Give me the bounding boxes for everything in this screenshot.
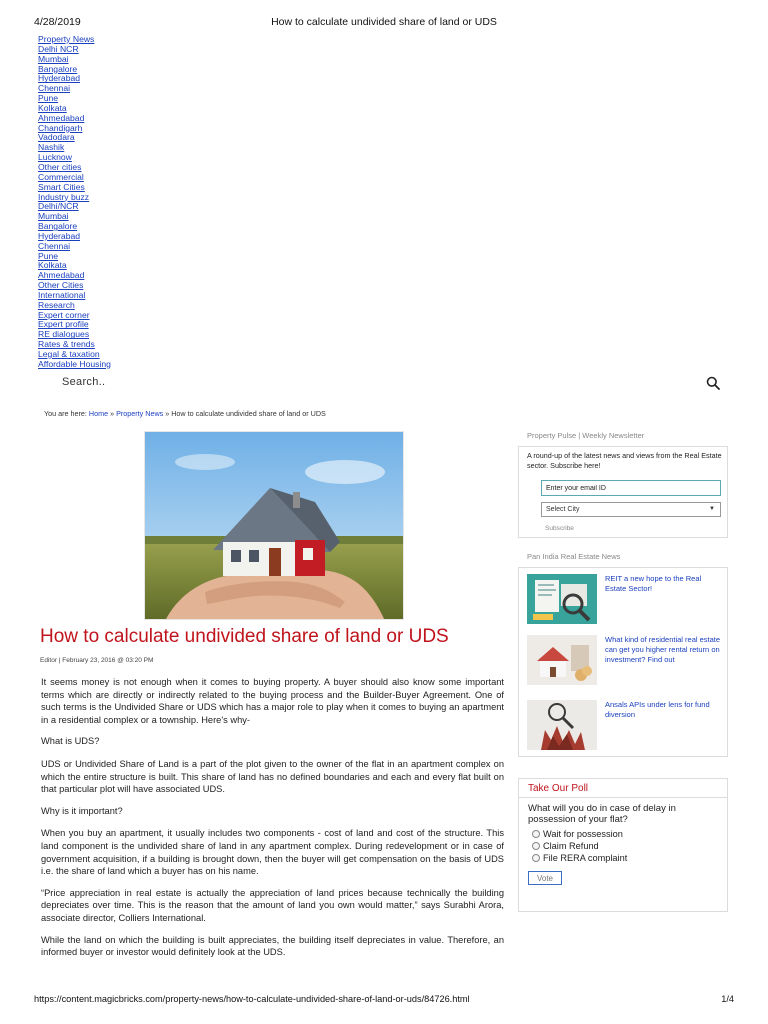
nav-link[interactable]: Smart Cities — [38, 181, 85, 192]
nav-link[interactable]: Affordable Housing — [38, 358, 111, 369]
article-body — [41, 676, 504, 968]
poll-divider — [519, 797, 727, 798]
category-nav — [38, 35, 111, 370]
poll-box — [518, 778, 728, 912]
news-thumbnail — [527, 574, 597, 624]
poll-option[interactable] — [532, 853, 627, 863]
vote-button[interactable]: Vote — [528, 871, 562, 885]
breadcrumb-home[interactable]: Home — [88, 409, 109, 418]
nav-link[interactable]: Vadodara — [38, 132, 75, 143]
print-url: https://content.magicbricks.com/property-news/how-to-calculate-undivided-share-of-land-or-uds/84726.html — [34, 994, 470, 1004]
news-item[interactable] — [527, 700, 723, 750]
subscribe-button[interactable]: Subscribe — [545, 525, 574, 532]
news-item[interactable] — [527, 574, 723, 624]
article-paragraph: UDS or Undivided Share of Land is a part of the plot given to the owner of the flat in an apartment complex on which the entire structure is built. This share of land has no defined boundaries and each and every flat built on that particular plot will have associated UDS. — [41, 758, 504, 795]
news-box — [518, 567, 728, 757]
breadcrumb-current: How to calculate undivided share of land or UDS — [171, 409, 326, 418]
nav-link[interactable]: Commercial — [38, 171, 84, 182]
city-select[interactable] — [541, 502, 721, 517]
newsletter-heading: Property Pulse | Weekly Newsletter — [527, 431, 645, 440]
news-thumbnail — [527, 700, 597, 750]
hero-image — [144, 431, 404, 620]
breadcrumb — [44, 409, 326, 418]
poll-option-label: File RERA complaint — [543, 853, 628, 863]
search-label[interactable]: Search.. — [62, 376, 106, 388]
nav-link[interactable]: Chennai — [38, 240, 71, 251]
nav-link[interactable]: Bangalore — [38, 221, 78, 232]
poll-option-label: Wait for possession — [543, 829, 623, 839]
nav-link[interactable]: Kolkata — [38, 260, 67, 271]
article-paragraph: When you buy an apartment, it usually includes two components - cost of land and cost of the structure. This land component is the undivided share of land in any apartment complex. During redevelopment or in case of government acquisition, if a building is brought down, then the buyer will get compensation on the basis of UDS i.e. the share of land which a buyer has on his name. — [41, 828, 504, 877]
poll-option[interactable] — [532, 841, 599, 851]
radio-button[interactable] — [532, 830, 540, 838]
news-heading: Pan India Real Estate News — [527, 552, 621, 561]
breadcrumb-section[interactable]: Property News — [116, 409, 164, 418]
search-icon[interactable] — [706, 376, 720, 390]
print-title: How to calculate undivided share of land or UDS — [271, 16, 497, 28]
news-headline[interactable]: Ansals APIs under lens for fund diversion — [605, 700, 710, 719]
breadcrumb-separator: » — [110, 409, 115, 418]
article-title: How to calculate undivided share of land or UDS — [40, 626, 449, 647]
nav-link[interactable]: Mumbai — [38, 53, 69, 64]
nav-link[interactable]: Legal & taxation — [38, 349, 100, 359]
nav-link[interactable]: Expert corner — [38, 309, 90, 320]
nav-link[interactable]: Other cities — [38, 161, 82, 172]
nav-link[interactable]: Hyderabad — [38, 73, 81, 84]
print-date: 4/28/2019 — [34, 16, 81, 28]
print-header — [34, 16, 734, 30]
nav-link[interactable]: Pune — [38, 250, 59, 261]
nav-link[interactable]: Mumbai — [38, 211, 69, 222]
nav-link[interactable]: Delhi NCR — [38, 43, 79, 54]
nav-link[interactable]: Chennai — [38, 83, 71, 94]
poll-question: What will you do in case of delay in possession of your flat? — [528, 803, 676, 825]
article-paragraph: It seems money is not enough when it comes to buying property. A buyer should also know some important terms which are directly or indirectly related to the buying process and the Builder-Buyer Agreement. One of such terms is the Undivided Share or UDS which has a major role to play when it comes to buying an apartment in a residential complex or a township. Here's why- — [41, 677, 504, 725]
nav-link[interactable]: Industry buzz — [38, 191, 90, 202]
poll-option-label: Claim Refund — [543, 841, 599, 851]
newsletter-box — [518, 446, 728, 538]
radio-button[interactable] — [532, 842, 540, 850]
nav-link[interactable]: Nashik — [38, 142, 65, 153]
nav-link[interactable]: Research — [38, 299, 75, 310]
nav-link[interactable]: Delhi/NCR — [38, 201, 79, 212]
poll-option[interactable] — [532, 829, 623, 839]
nav-link[interactable]: Rates & trends — [38, 339, 95, 350]
nav-link[interactable]: Ahmedabad — [38, 270, 85, 281]
nav-link[interactable]: Property News — [38, 34, 95, 44]
nav-link[interactable]: Bangalore — [38, 63, 78, 74]
nav-link[interactable]: Other Cities — [38, 280, 84, 291]
nav-link[interactable]: Expert profile — [38, 319, 89, 330]
email-field[interactable] — [541, 480, 721, 496]
nav-link[interactable]: Chandigarh — [38, 122, 83, 133]
radio-button[interactable] — [532, 854, 540, 862]
news-headline[interactable]: What kind of residential real estate can get you higher rental return on investment? Find out — [605, 635, 721, 664]
breadcrumb-separator: » — [165, 409, 170, 418]
city-select-value: Select City — [546, 506, 580, 513]
page-number: 1/4 — [721, 994, 734, 1004]
nav-link[interactable]: RE dialogues — [38, 329, 90, 340]
poll-title: Take Our Poll — [528, 783, 589, 794]
article-paragraph: While the land on which the building is built appreciates, the building itself depreciates in value. Therefore, an informed buyer or investor would definitely look at the UDS. — [41, 934, 504, 958]
nav-link[interactable]: Ahmedabad — [38, 112, 85, 123]
nav-link[interactable]: Kolkata — [38, 102, 67, 113]
article-byline: Editor | February 23, 2016 @ 03:20 PM — [40, 657, 154, 664]
nav-link[interactable]: Lucknow — [38, 152, 72, 163]
news-thumbnail — [527, 635, 597, 685]
search-bar[interactable] — [62, 376, 720, 392]
nav-link[interactable]: International — [38, 289, 86, 300]
article-paragraph: “Price appreciation in real estate is actually the appreciation of land prices because technically the building depreciates over time. This is the reason that the amount of land you own would matter,” says Surabhi Arora, associate director, Colliers International. — [41, 887, 504, 923]
nav-link[interactable]: Pune — [38, 93, 59, 104]
house-in-hands-illustration — [145, 432, 404, 620]
article-subheading: Why is it important? — [41, 805, 123, 816]
nav-link[interactable]: Hyderabad — [38, 230, 81, 241]
breadcrumb-prefix: You are here: — [44, 409, 87, 418]
article-subheading: What is UDS? — [41, 736, 100, 747]
chevron-down-icon: ▼ — [709, 506, 715, 512]
news-headline[interactable]: REIT a new hope to the Real Estate Sector! — [605, 574, 702, 593]
newsletter-description: A round-up of the latest news and views from the Real Estate sector. Subscribe here! — [527, 451, 722, 470]
news-item[interactable] — [527, 635, 723, 685]
